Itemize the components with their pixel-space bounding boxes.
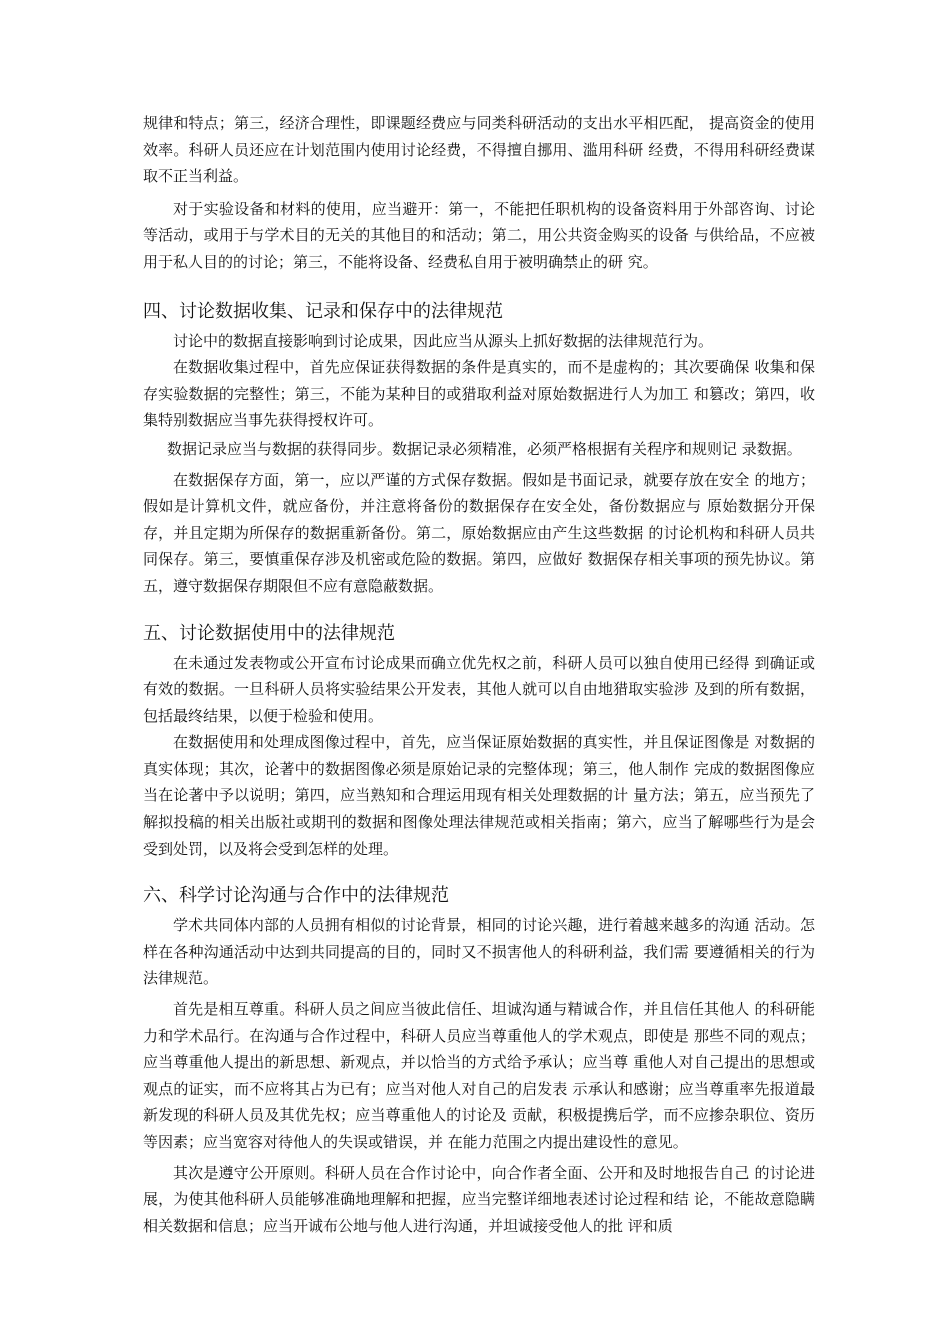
paragraph: 首先是相互尊重。科研人员之间应当彼此信任、坦诚沟通与精诚合作，并且信任其他人 的科研能力和学术品行。在沟通与合作过程中，科研人员应当尊重他人的学术观点，即使是 那些不同的观点；应当尊重他人提出的新思想、新观点，并以恰当的方式给予承认；应当尊 重他人对自己提出的思想或观点的证实，而不应将其占为已有；应当对他人对自己的启发表 示承认和感谢；应当尊重率先报道最新发现的科研人员及其优先权；应当尊重他人的讨论及 贡献，积极提携后学，而不应掺杂职位、资历等因素；应当宽容对待他人的失误或错误，并 在能力范围之内提出建设性的意见。 — [143, 1000, 815, 1151]
paragraph: 学术共同体内部的人员拥有相似的讨论背景，相同的讨论兴趣，进行着越来越多的沟通 活动。怎样在各种沟通活动中达到共同提高的目的，同时又不损害他人的科研利益，我们需 要遵循相关的行为法律规范。 — [143, 916, 815, 988]
paragraph: 在数据收集过程中，首先应保证获得数据的条件是真实的，而不是虚构的；其次要确保 收集和保存实验数据的完整性；第三，不能为某种目的或猎取利益对原始数据进行人为加工 和篡改；第四，收集特别数据应当事先获得授权许可。 — [143, 358, 815, 430]
paragraph: 数据记录应当与数据的获得同步。数据记录必须精准，必须严格根据有关程序和规则记 录数据。 — [167, 439, 802, 458]
section-heading: 四、讨论数据收集、记录和保存中的法律规范 — [143, 300, 503, 322]
paragraph: 对于实验设备和材料的使用，应当避开：第一，不能把任职机构的设备资料用于外部咨询、讨论等活动，或用于与学术目的无关的其他目的和活动；第二，用公共资金购买的设备 与供给品，不应被用于私人目的的讨论；第三，不能将设备、经费私自用于被明确禁止的研 究。 — [143, 199, 815, 271]
section-heading: 五、讨论数据使用中的法律规范 — [143, 622, 395, 644]
document-page — [143, 110, 815, 1239]
paragraph: 讨论中的数据直接影响到讨论成果，因此应当从源头上抓好数据的法律规范行为。 — [173, 331, 714, 350]
paragraph: 在未通过发表物或公开宣布讨论成果而确立优先权之前，科研人员可以独自使用已经得 到确证或有效的数据。一旦科研人员将实验结果公开发表，其他人就可以自由地猎取实验涉 及到的所有数据，包括最终结果，以便于检验和使用。 — [143, 653, 815, 725]
paragraph: 在数据保存方面，第一，应以严谨的方式保存数据。假如是书面记录，就要存放在安全 的地方；假如是计算机文件，就应备份，并注意将备份的数据保存在安全处，备份数据应与 原始数据分开保存，并且定期为所保存的数据重新备份。第二，原始数据应由产生这些数据 的讨论机构和科研人员共同保存。第三，要慎重保存涉及机密或危险的数据。第四，应做好 数据保存相关事项的预先协议。第五，遵守数据保存期限但不应有意隐蔽数据。 — [143, 470, 815, 595]
section-heading: 六、科学讨论沟通与合作中的法律规范 — [143, 885, 449, 907]
paragraph: 在数据使用和处理成图像过程中，首先，应当保证原始数据的真实性，并且保证图像是 对数据的真实体现；其次，论著中的数据图像必须是原始记录的完整体现；第三，他人制作 完成的数据图像应当在论著中予以说明；第四，应当熟知和合理运用现有相关处理数据的计 量方法；第五，应当预先了解拟投稿的相关出版社或期刊的数据和图像处理法律规范或相关指南；第六，应当了解哪些行为是会受到处罚，以及将会受到怎样的处理。 — [143, 733, 815, 858]
paragraph: 其次是遵守公开原则。科研人员在合作讨论中，向合作者全面、公开和及时地报告自己 的讨论进展，为使其他科研人员能够准确地理解和把握，应当完整详细地表述讨论过程和结 论，不能故意隐瞒相关数据和信息；应当开诚布公地与他人进行沟通，并坦诚接受他人的批 评和质 — [143, 1163, 815, 1235]
paragraph: 规律和特点；第三，经济合理性，即课题经费应与同类科研活动的支出水平相匹配， 提高资金的使用效率。科研人员还应在计划范围内使用讨论经费，不得擅自挪用、滥用科研 经费，不得用科研经费谋取不正当利益。 — [143, 114, 815, 186]
